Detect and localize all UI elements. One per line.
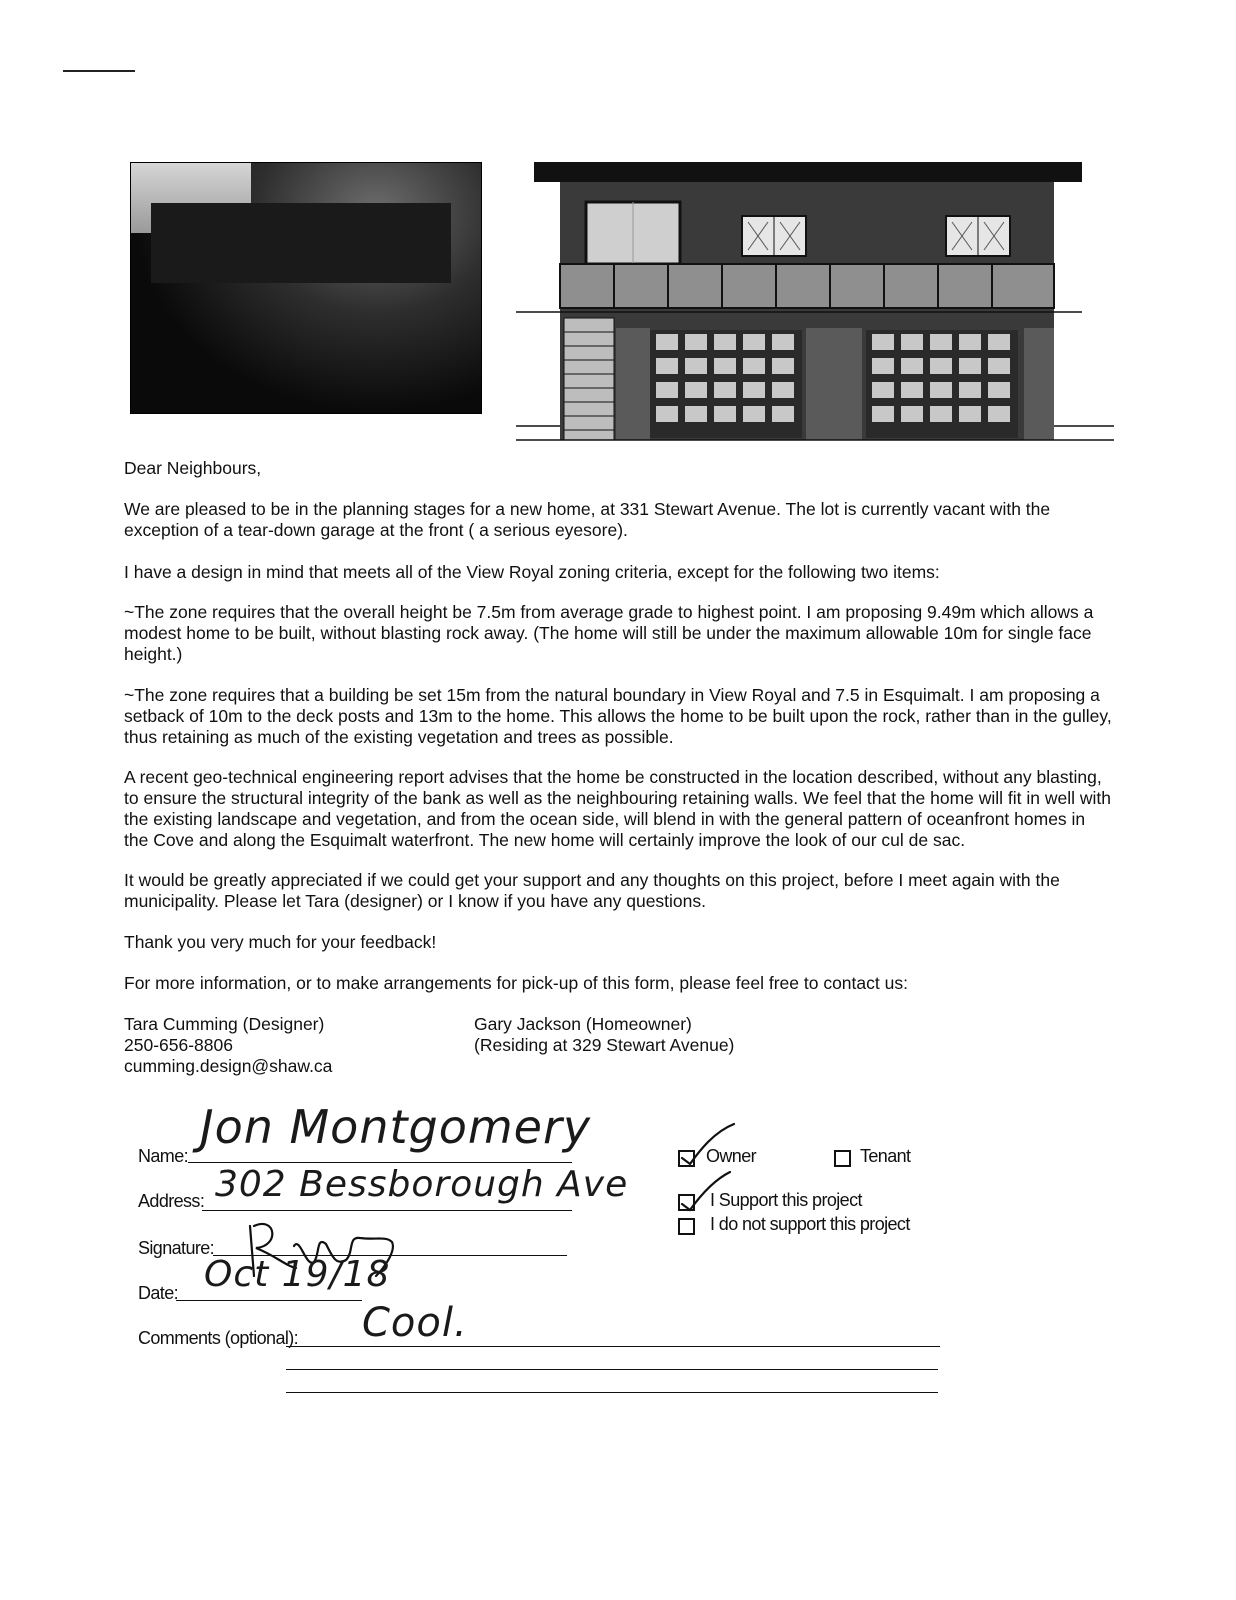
paragraph-setback: ~The zone requires that a building be set 15m from the natural boundary in View Royal and 7.5 in Esquimalt. I am proposing a setback of 10m to the deck posts and 13m to the home. This allows the home to be built upon the rock, rather than in the gulley, thus retaining as much of the existing vegetation and trees as possible. xyxy=(124,685,1112,747)
site-photo xyxy=(130,162,482,414)
paragraph-geotech: A recent geo-technical engineering report advises that the home be constructed in the location described, without any blasting, to ensure the structural integrity of the bank as well as the neighbouring retaining walls. We feel that the home will fit in well with the existing landscape and vegetation, and from the ocean side, will blend in with the general pattern of oceanfront homes in the Cove and along the Esquimalt waterfront. The new home will certainly improve the look of our cul de sac. xyxy=(124,767,1111,850)
designer-phone: 250-656-8806 xyxy=(124,1035,233,1055)
house-elevation-rendering xyxy=(516,162,1136,452)
header-rule xyxy=(63,70,135,72)
paragraph-thanks: Thank you very much for your feedback! xyxy=(124,932,437,952)
letter-body xyxy=(124,458,1114,479)
support-checkmark-icon xyxy=(674,1166,744,1216)
name-line xyxy=(188,1162,572,1163)
not-support-label: I do not support this project xyxy=(710,1214,910,1234)
upper-small-window-right xyxy=(946,216,1010,256)
garage-door-left xyxy=(650,330,802,438)
signature-label: Signature: xyxy=(138,1238,215,1258)
designer-email: cumming.design@shaw.ca xyxy=(124,1056,333,1076)
paragraph-contact: For more information, or to make arrangements for pick-up of this form, please feel free to contact us: xyxy=(124,973,908,993)
comments-line-1 xyxy=(286,1346,940,1347)
garage-door-right xyxy=(866,330,1018,438)
address-label: Address: xyxy=(138,1191,205,1211)
homeowner-name: Gary Jackson (Homeowner) xyxy=(474,1014,692,1034)
date-value[interactable]: Oct 19/18 xyxy=(204,1254,391,1295)
photo-house-silhouette xyxy=(151,203,451,283)
date-line xyxy=(176,1300,362,1301)
paragraph-intro: We are pleased to be in the planning stages for a new home, at 331 Stewart Avenue. The lot is currently vacant with the exception of a tear-down garage at the front ( a serious eyesore). xyxy=(124,499,1051,540)
paragraph-support: It would be greatly appreciated if we could get your support and any thoughts on this project, before I meet again with the municipality. Please let Tara (designer) or I know if you have any questions. xyxy=(124,870,1060,911)
homeowner-residence: (Residing at 329 Stewart Avenue) xyxy=(474,1035,735,1055)
date-label: Date: xyxy=(138,1283,179,1303)
address-value[interactable]: 302 Bessborough Ave xyxy=(215,1164,629,1205)
comments-value[interactable]: Cool. xyxy=(362,1300,468,1346)
comments-line-2 xyxy=(286,1369,938,1370)
name-value[interactable]: Jon Montgomery xyxy=(200,1100,592,1154)
name-label: Name: xyxy=(138,1146,189,1166)
designer-contact xyxy=(124,1014,444,1077)
owner-checkmark-icon xyxy=(674,1120,744,1170)
stairs xyxy=(564,318,614,440)
greeting: Dear Neighbours, xyxy=(124,458,262,478)
comments-label: Comments (optional): xyxy=(138,1328,299,1348)
comments-line-3 xyxy=(286,1392,938,1393)
not-support-checkbox[interactable] xyxy=(678,1218,695,1235)
paragraph-criteria: I have a design in mind that meets all of the View Royal zoning criteria, except for the following two items: xyxy=(124,562,940,582)
paragraph-height: ~The zone requires that the overall height be 7.5m from average grade to highest point. I am proposing 9.49m which allows a modest home to be built, without blasting rock away. (The home will still be under the maximum allowable 10m for single face height.) xyxy=(124,602,1094,664)
owner-label: Owner xyxy=(706,1146,757,1166)
tenant-checkbox[interactable] xyxy=(834,1150,851,1167)
designer-name: Tara Cumming (Designer) xyxy=(124,1014,325,1034)
upper-small-window-left xyxy=(742,216,806,256)
support-label: I Support this project xyxy=(710,1190,862,1210)
tenant-label: Tenant xyxy=(860,1146,911,1166)
homeowner-contact xyxy=(474,1014,834,1056)
